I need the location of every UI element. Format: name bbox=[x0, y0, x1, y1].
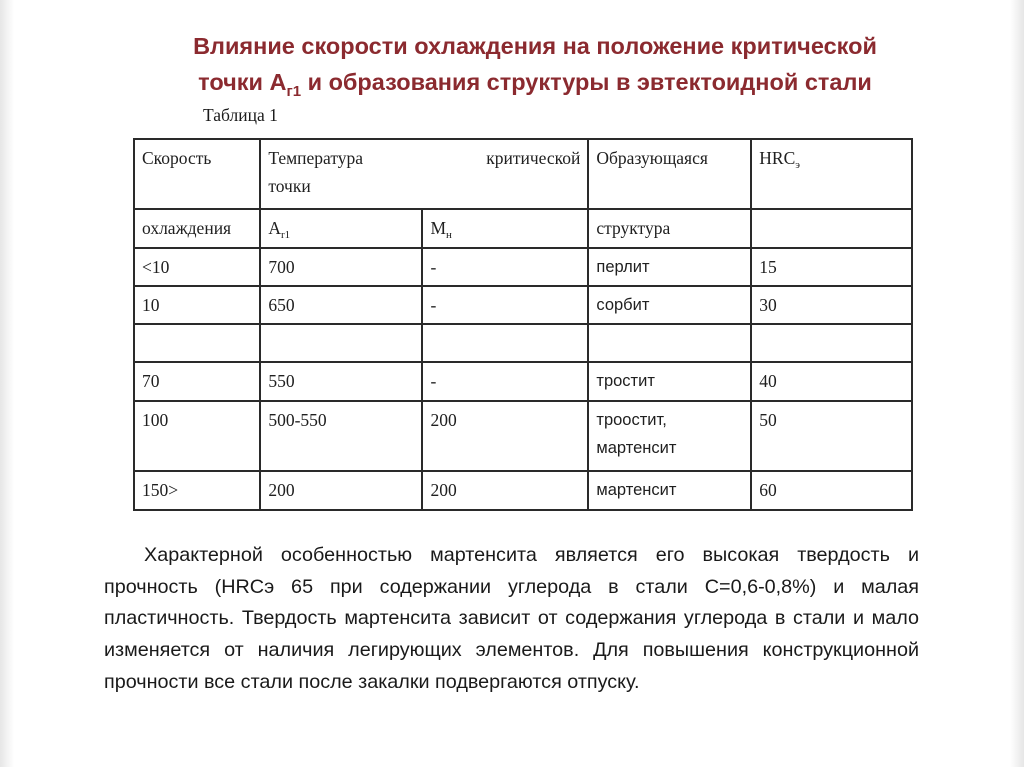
cell-speed: 10 bbox=[134, 286, 260, 324]
cell-structure: тростит bbox=[588, 362, 751, 401]
cell-ar1: 200 bbox=[260, 471, 422, 510]
cell-speed: <10 bbox=[134, 248, 260, 286]
table-header-row-2 bbox=[134, 209, 912, 248]
cell-mn: - bbox=[422, 362, 588, 401]
cell-ar1: 500-550 bbox=[260, 401, 422, 471]
cell-hrc bbox=[751, 324, 912, 362]
cell-mn: 200 bbox=[422, 401, 588, 471]
header-hrc-blank bbox=[751, 209, 912, 248]
cell-mn: - bbox=[422, 248, 588, 286]
martensite-paragraph: Характерной особенностью мартенсита является его высокая твердость и прочность (HRCэ 65 при содержании углерода в стали С=0,6-0,8%) и малая пластичность. Твердость мартенсита зависит от содержания углерода в стали и мало изменяется от наличия легирующих элементов. Для повышения конструкционной прочности все стали после закалки подвергаются отпуску. bbox=[104, 544, 919, 693]
header-hrc: $HRC_э$ bbox=[751, 139, 912, 209]
table-row bbox=[134, 248, 912, 286]
cell-structure: троостит, мартенсит bbox=[588, 401, 751, 471]
header-mn: $М_н$ bbox=[422, 209, 588, 248]
header-forming-bottom: структура bbox=[588, 209, 751, 248]
cell-ar1 bbox=[260, 324, 422, 362]
cell-speed: 70 bbox=[134, 362, 260, 401]
header-forming-top: Образующаяся bbox=[588, 139, 751, 209]
cell-ar1: 550 bbox=[260, 362, 422, 401]
header-speed-top: Скорость bbox=[134, 139, 260, 209]
cell-mn bbox=[422, 324, 588, 362]
cell-hrc: 15 bbox=[751, 248, 912, 286]
slide-edge-left bbox=[0, 0, 14, 767]
cell-hrc: 40 bbox=[751, 362, 912, 401]
header-speed-bottom: охлаждения bbox=[134, 209, 260, 248]
table-row bbox=[134, 286, 912, 324]
cell-speed bbox=[134, 324, 260, 362]
table-header-row-1 bbox=[134, 139, 912, 209]
cell-ar1: 650 bbox=[260, 286, 422, 324]
cell-speed: 100 bbox=[134, 401, 260, 471]
title-line-2: точки $А_{г1}$ и образования структуры в эвтектоидной стали bbox=[198, 69, 872, 100]
cell-hrc: 60 bbox=[751, 471, 912, 510]
cell-hrc: 30 bbox=[751, 286, 912, 324]
cooling-table bbox=[133, 138, 913, 511]
slide-edge-right bbox=[1010, 0, 1024, 767]
cell-speed: 150> bbox=[134, 471, 260, 510]
table-row-empty bbox=[134, 324, 912, 362]
table-row bbox=[134, 401, 912, 471]
cell-structure: мартенсит bbox=[588, 471, 751, 510]
cell-structure bbox=[588, 324, 751, 362]
table-row bbox=[134, 362, 912, 401]
cell-mn: - bbox=[422, 286, 588, 324]
cell-hrc: 50 bbox=[751, 401, 912, 471]
header-ar1: $А_{r1}$ bbox=[260, 209, 422, 248]
cell-structure: сорбит bbox=[588, 286, 751, 324]
table-row bbox=[134, 471, 912, 510]
slide-title bbox=[60, 28, 1010, 100]
cell-structure: перлит bbox=[588, 248, 751, 286]
title-line-1: Влияние скорости охлаждения на положение критической bbox=[193, 33, 877, 59]
header-temperature: Температура критической точки bbox=[260, 139, 588, 209]
table-caption: Таблица 1 bbox=[203, 105, 278, 125]
cell-ar1: 700 bbox=[260, 248, 422, 286]
cell-mn: 200 bbox=[422, 471, 588, 510]
